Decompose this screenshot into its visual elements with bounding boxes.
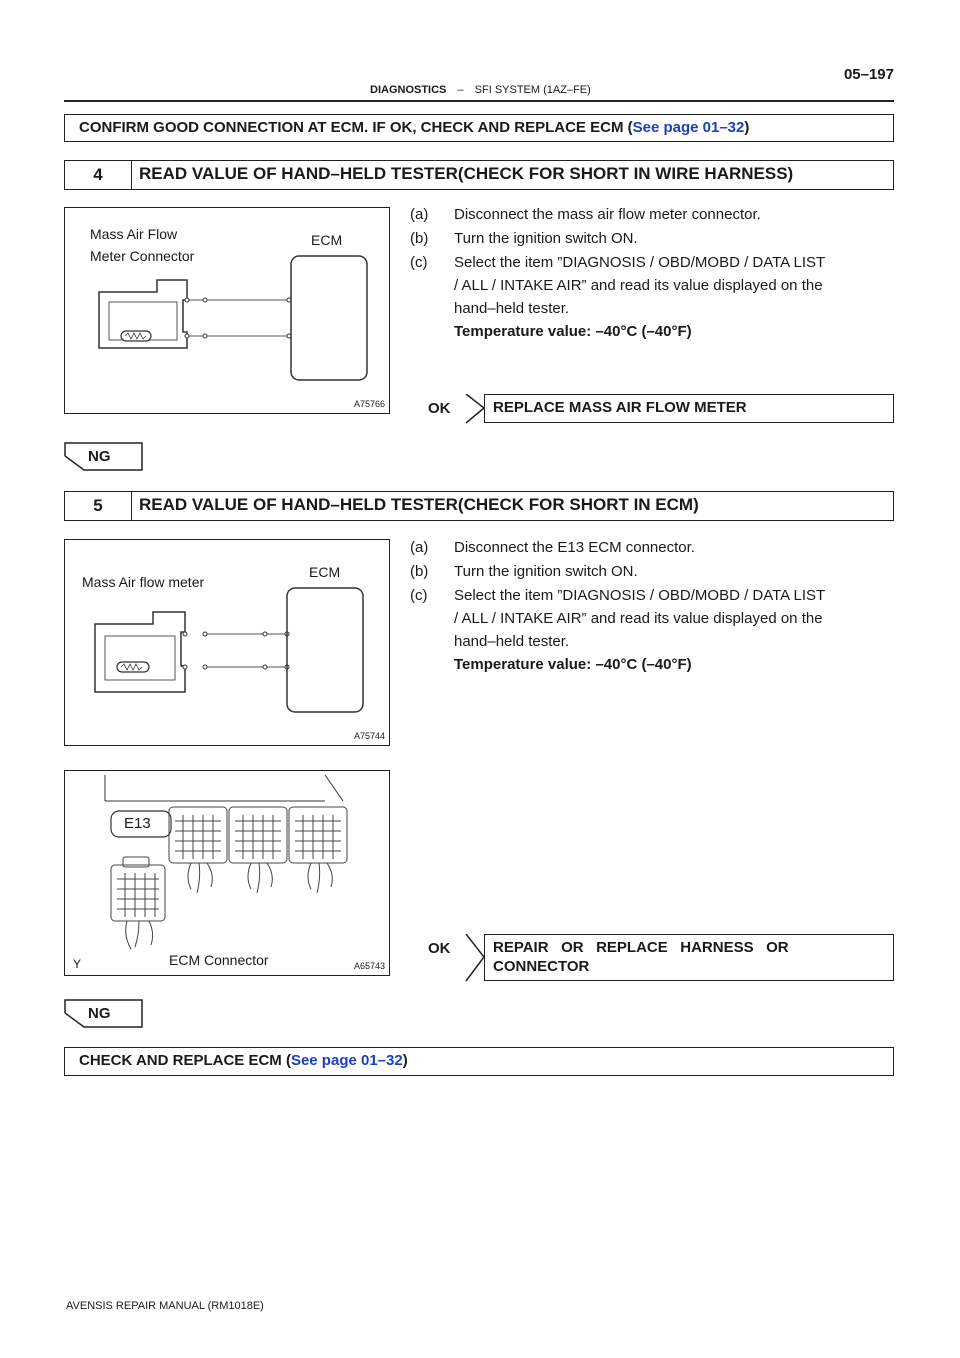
- step-5-spec: Temperature value: –40°C (–40°F): [454, 656, 692, 673]
- header-section: DIAGNOSTICS: [370, 84, 447, 96]
- item-a-tag: (a): [410, 206, 429, 223]
- maf-label-1: Mass Air Flow: [90, 226, 178, 242]
- step-4-title: READ VALUE OF HAND–HELD TESTER(CHECK FOR SHORT IN WIRE HARNESS): [139, 164, 794, 183]
- item5-c-text-2: / ALL / INTAKE AIR” and read its value displayed on the: [454, 610, 823, 627]
- item-c-text-1: Select the item ”DIAGNOSIS / OBD/MOBD / DATA LIST: [454, 254, 826, 271]
- figure-a75744: [64, 539, 390, 746]
- item-b-text: Turn the ignition switch ON.: [454, 230, 638, 247]
- item5-c-text-3: hand–held tester.: [454, 633, 570, 650]
- e13-label: E13: [124, 815, 151, 832]
- repair-harness-box: [484, 934, 894, 981]
- figure-code-a75744: A75744: [353, 731, 385, 741]
- item-b-tag: (b): [410, 230, 429, 247]
- item5-b-text: Turn the ignition switch ON.: [454, 563, 638, 580]
- manual-footer: AVENSIS REPAIR MANUAL (RM1018E): [66, 1300, 264, 1312]
- check-replace-ecm-text: [79, 1052, 408, 1069]
- check-text: CHECK AND REPLACE ECM (: [79, 1052, 291, 1069]
- ok-label-step4: OK: [428, 400, 451, 417]
- figure-code-a75766: A75766: [353, 399, 385, 409]
- item5-c-text-1: Select the item ”DIAGNOSIS / OBD/MOBD / DATA LIST: [454, 587, 826, 604]
- check-replace-ecm-box: [64, 1047, 894, 1076]
- replace-maf-box: [484, 394, 894, 423]
- ecm-short-circuit-diagram: [65, 540, 389, 745]
- step-4-spec: Temperature value: –40°C (–40°F): [454, 323, 692, 340]
- step-5-number: 5: [65, 492, 132, 520]
- ng-label-step4: NG: [88, 448, 111, 465]
- step-4-number: 4: [65, 161, 132, 189]
- item5-a-tag: (a): [410, 539, 429, 556]
- replace-maf-text: REPLACE MASS AIR FLOW METER: [493, 399, 747, 416]
- ng-label-step5: NG: [88, 1005, 111, 1022]
- confirm-text: CONFIRM GOOD CONNECTION AT ECM. IF OK, CHECK AND REPLACE ECM (: [79, 119, 633, 136]
- repair-harness-text-1: REPAIR OR REPLACE HARNESS OR: [493, 939, 789, 956]
- page-number: 05–197: [843, 66, 894, 83]
- item5-a-text: Disconnect the E13 ECM connector.: [454, 539, 695, 556]
- ecm-connector-label: ECM Connector: [169, 952, 269, 968]
- confirm-connection-text: [79, 119, 749, 136]
- item-c-text-3: hand–held tester.: [454, 300, 570, 317]
- step-4-instructions: [410, 204, 900, 344]
- figure-a75766: [64, 207, 390, 414]
- step-5-header: [64, 491, 894, 521]
- ok-label-step5: OK: [428, 940, 451, 957]
- maf-label-2: Meter Connector: [90, 248, 195, 264]
- figure-corner-y: Y: [73, 957, 82, 971]
- figure-code-a65743: A65743: [353, 961, 385, 971]
- item-a-text: Disconnect the mass air flow meter connector.: [454, 206, 761, 223]
- confirm-close: ): [744, 119, 750, 136]
- ecm-label: ECM: [311, 232, 343, 248]
- item-c-tag: (c): [410, 254, 428, 271]
- ecm-label-step5: ECM: [309, 564, 341, 580]
- check-close: ): [402, 1052, 408, 1069]
- see-page-link-top[interactable]: See page 01–32: [632, 119, 745, 136]
- repair-harness-text-2: CONNECTOR: [493, 958, 590, 975]
- header-subsection: SFI SYSTEM (1AZ–FE): [474, 84, 591, 96]
- maf-circuit-diagram: [65, 208, 389, 413]
- item5-b-tag: (b): [410, 563, 429, 580]
- header-rule: [64, 100, 894, 102]
- item-c-text-2: / ALL / INTAKE AIR” and read its value displayed on the: [454, 277, 823, 294]
- ecm-connector-illustration: [65, 771, 389, 975]
- figure-a65743: [64, 770, 390, 976]
- header-dash: –: [457, 84, 464, 96]
- step-5-instructions: [410, 537, 900, 677]
- step-4-header: [64, 160, 894, 190]
- step-5-title: READ VALUE OF HAND–HELD TESTER(CHECK FOR SHORT IN ECM): [139, 495, 699, 514]
- maf-meter-label: Mass Air flow meter: [82, 574, 205, 590]
- see-page-link-bottom[interactable]: See page 01–32: [290, 1052, 403, 1069]
- confirm-connection-box: [64, 114, 894, 142]
- item5-c-tag: (c): [410, 587, 428, 604]
- running-header: [370, 84, 591, 96]
